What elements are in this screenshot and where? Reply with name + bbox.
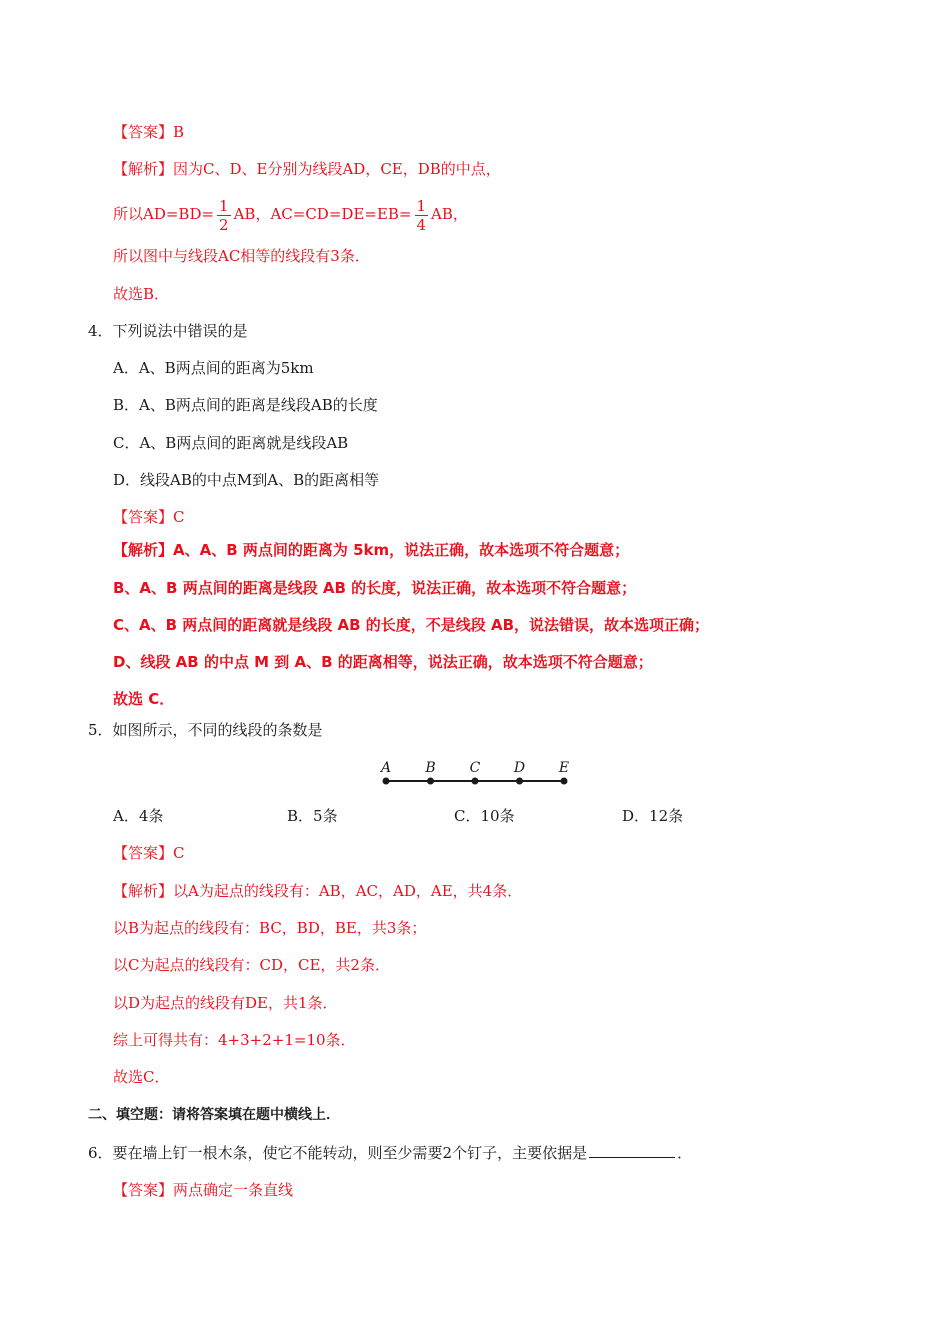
q4-analysis-line1: 【解析】A、A、B 两点间的距离为 5km，说法正确，故本选项不符合题意；: [113, 541, 630, 559]
q4-option-a: A．A、B两点间的距离为5km: [113, 359, 314, 377]
answer-value: C: [173, 508, 185, 526]
fraction-denominator: 4: [416, 215, 427, 234]
q6-stem-text: 6．要在墙上钉一根木条，使它不能转动，则至少需要2个钉子，主要依据是: [88, 1144, 588, 1162]
q4-analysis-line2: B、A、B 两点间的距离是线段 AB 的长度，说法正确，故本选项不符合题意；: [113, 579, 637, 597]
analysis-tag: 【解析】: [113, 882, 174, 900]
fraction-numerator: 1: [416, 196, 427, 215]
q5-analysis-line1: [113, 880, 522, 902]
point-a: [383, 778, 390, 785]
q4-option-d: D．线段AB的中点M到A、B的距离相等: [113, 471, 380, 489]
q5-option-b: B．5条: [287, 807, 338, 825]
answer-blank: [589, 1143, 675, 1158]
q3-analysis-line3: 所以图中与线段AC相等的线段有3条．: [113, 247, 370, 265]
answer-value: B: [173, 123, 185, 141]
segment-figure: [378, 758, 578, 792]
q5-stem: 5．如图所示，不同的线段的条数是: [88, 721, 323, 739]
point-c: [472, 778, 479, 785]
fraction-denominator: 2: [219, 215, 229, 234]
analysis-text: 因为C、D、E分别为线段AD，CE，DB的中点，: [173, 160, 501, 178]
q4-option-c: C．A、B两点间的距离就是线段AB: [113, 434, 349, 452]
point-b: [427, 778, 434, 785]
fraction-quarter: [415, 197, 429, 234]
q4-analysis-line4: D、线段 AB 的中点 M 到 A、B 的距离相等，说法正确，故本选项不符合题意；: [113, 653, 653, 671]
answer-tag: 【答案】: [113, 844, 174, 862]
q6-answer: [113, 1179, 293, 1201]
answer-value: C: [173, 844, 185, 862]
analysis-text: 以A为起点的线段有：AB，AC，AD，AE，共4条．: [173, 882, 523, 900]
answer-tag: 【答案】: [113, 508, 174, 526]
analysis-text-c: AB，: [431, 205, 468, 223]
point-label-e: E: [558, 760, 570, 776]
answer-tag: 【答案】: [113, 1181, 174, 1199]
analysis-text-a: 所以AD=BD=: [113, 205, 215, 223]
q3-answer: [113, 121, 184, 143]
point-label-a: A: [380, 760, 392, 776]
q3-analysis-line1: [113, 158, 501, 180]
analysis-tag: 【解析】: [113, 160, 174, 178]
point-label-b: B: [425, 760, 436, 776]
q4-analysis-line5: 故选 C．: [113, 690, 175, 708]
answer-tag: 【答案】: [113, 123, 174, 141]
q5-analysis-line4: 以D为起点的线段有DE，共1条．: [113, 994, 338, 1012]
point-label-d: D: [513, 760, 526, 776]
q4-answer: [113, 506, 185, 528]
fraction-numerator: 1: [219, 196, 229, 215]
q5-option-a: A．4条: [113, 807, 164, 825]
q5-option-c: C．10条: [454, 807, 515, 825]
q5-analysis-line6: 故选C．: [113, 1068, 170, 1086]
q5-option-d: D．12条: [622, 807, 684, 825]
analysis-text-b: AB，AC=CD=DE=EB=: [233, 205, 412, 223]
fraction-half: [217, 197, 231, 234]
point-e: [561, 778, 568, 785]
q3-analysis-line4: 故选B．: [113, 285, 170, 303]
q4-option-b: B．A、B两点间的距离是线段AB的长度: [113, 396, 378, 414]
q3-analysis-line2: [113, 191, 468, 237]
q4-stem: 4．下列说法中错误的是: [88, 322, 248, 340]
q5-analysis-line3: 以C为起点的线段有：CD，CE，共2条．: [113, 956, 390, 974]
q6-stem: [88, 1142, 692, 1164]
answer-value: 两点确定一条直线: [173, 1181, 294, 1199]
q4-analysis-line3: C、A、B 两点间的距离就是线段 AB 的长度，不是线段 AB，说法错误，故本选项正确；: [113, 616, 710, 634]
point-d: [516, 778, 523, 785]
q5-answer: [113, 842, 185, 864]
section-heading: 二、填空题：请将答案填在题中横线上．: [88, 1107, 340, 1123]
q6-stem-end: ．: [677, 1144, 693, 1162]
q5-analysis-line5: 综上可得共有：4+3+2+1=10条．: [113, 1031, 356, 1049]
q5-analysis-line2: 以B为起点的线段有：BC，BD，BE，共3条；: [113, 919, 427, 937]
point-label-c: C: [469, 760, 481, 776]
